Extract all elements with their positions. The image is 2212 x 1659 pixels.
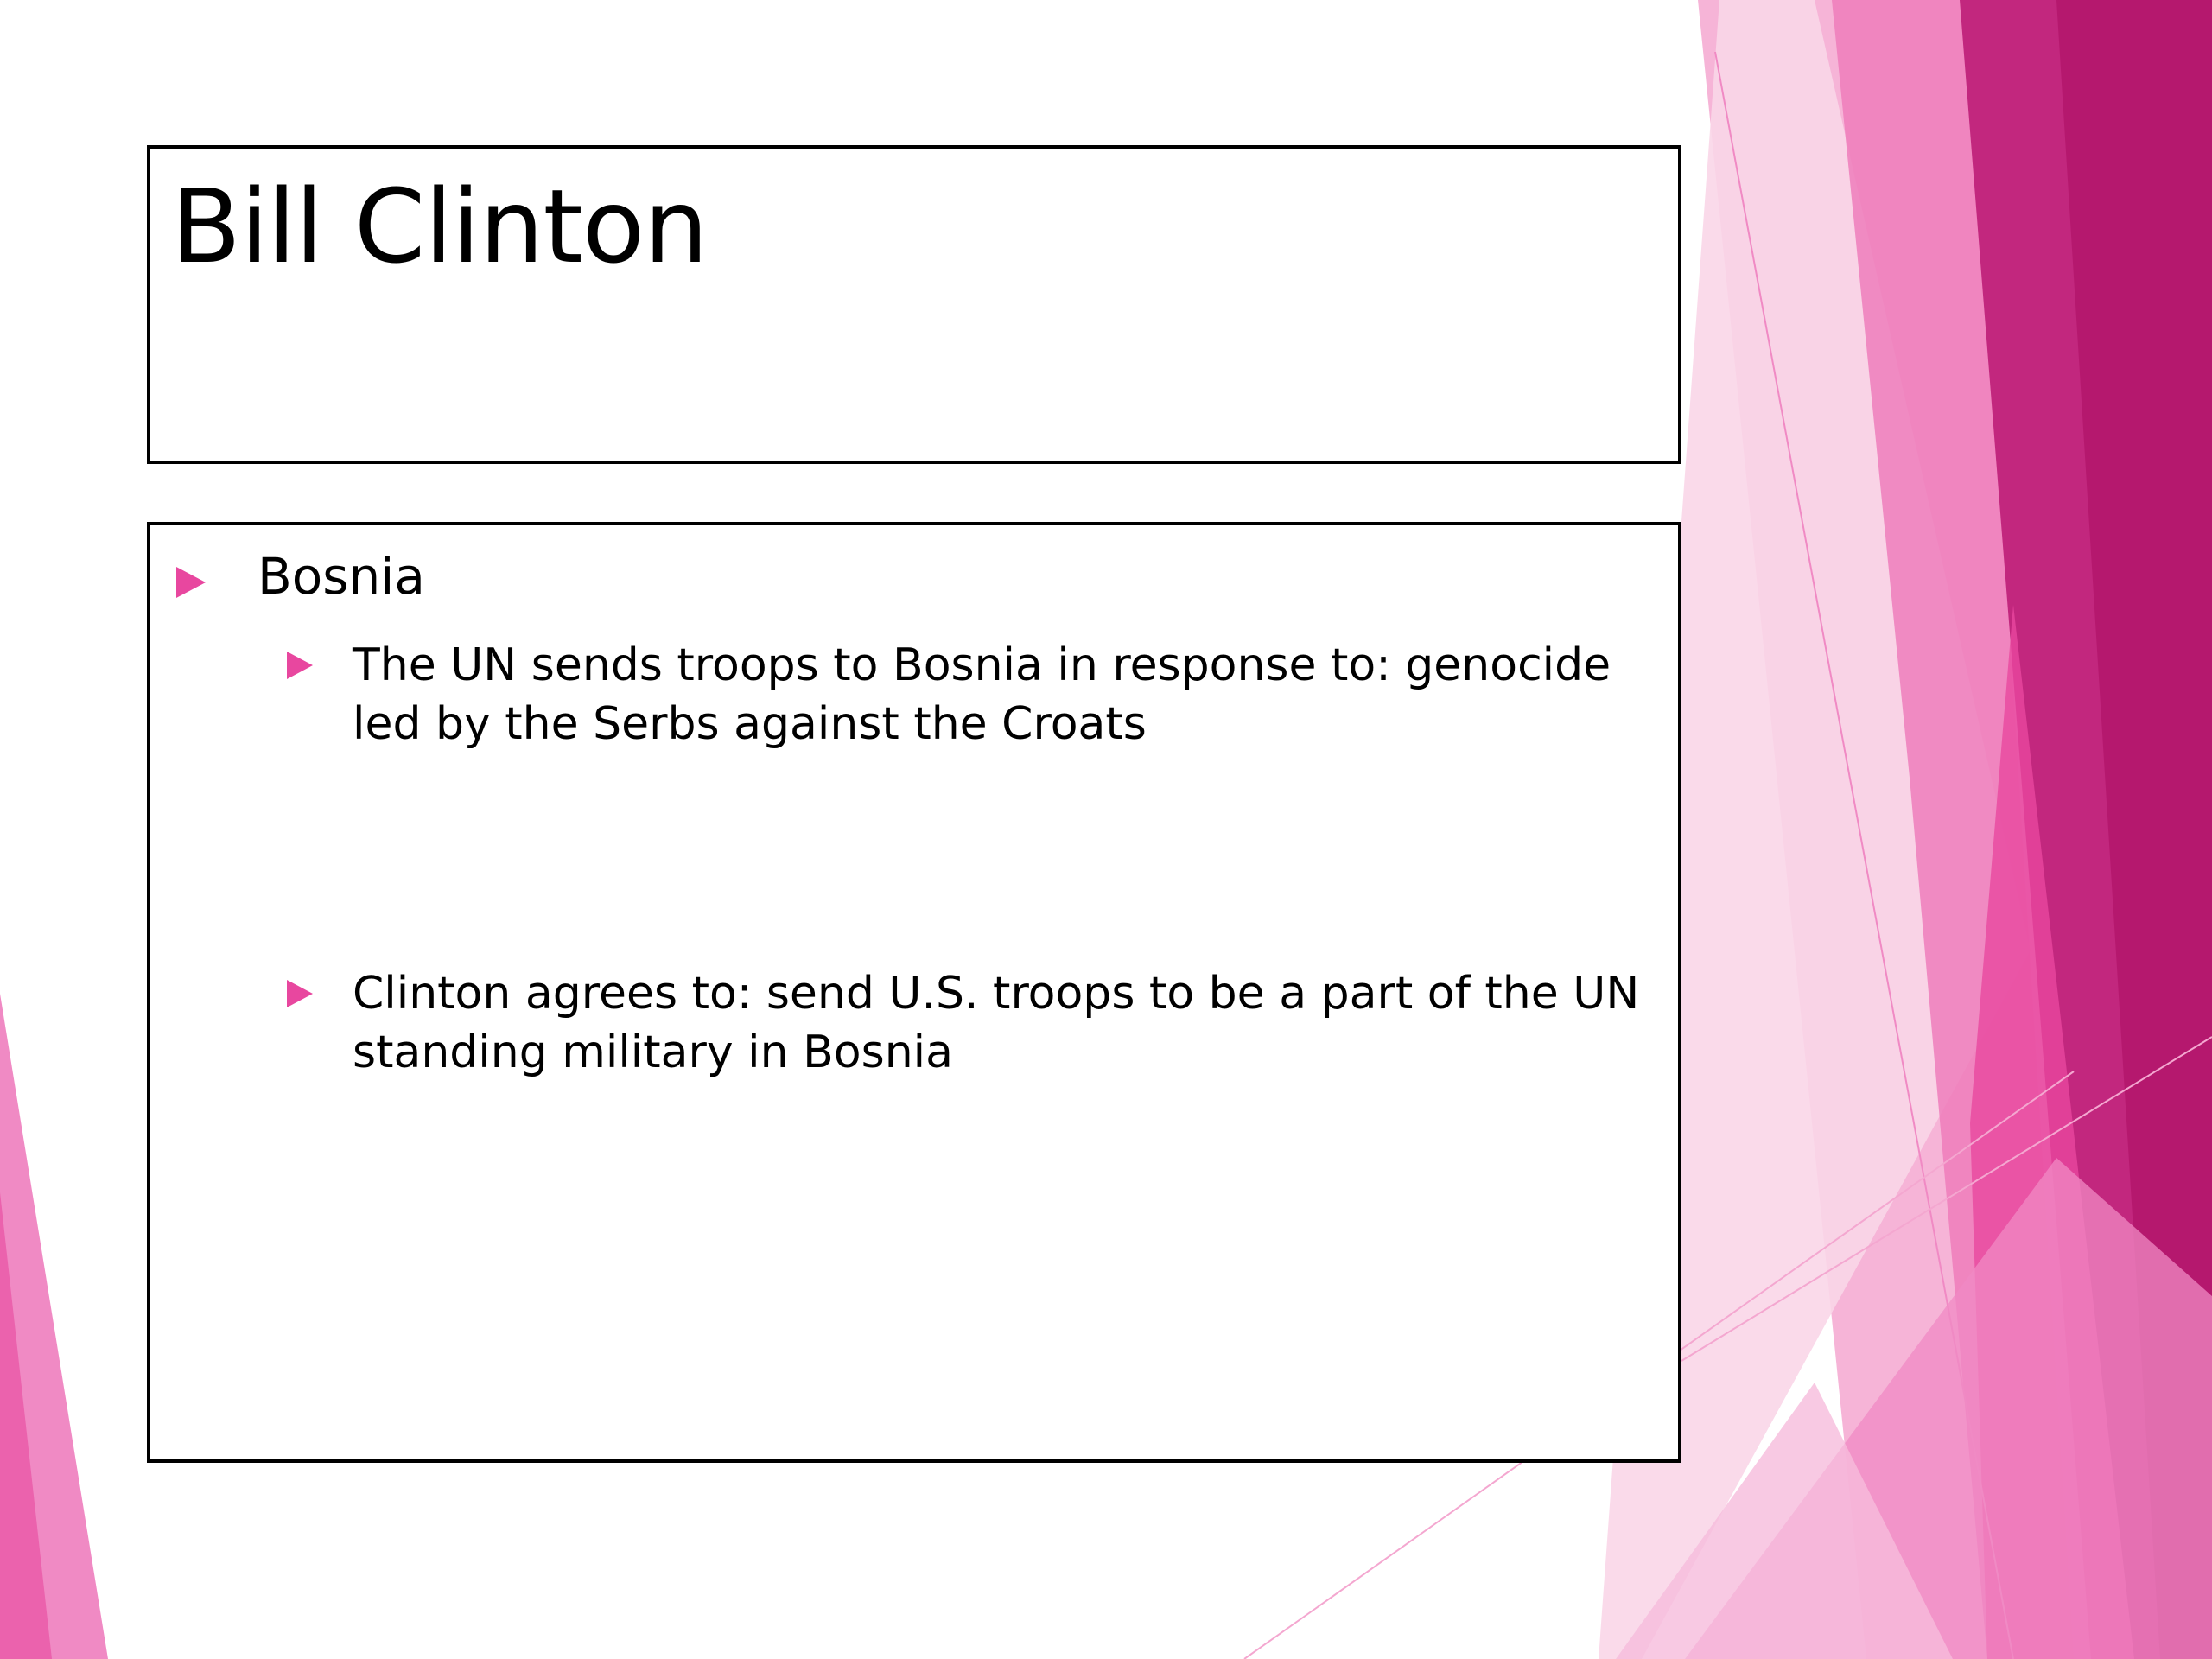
sub-bullet-un-troops [287,636,1661,753]
triangle-right-icon [287,652,313,679]
triangle-right-icon [287,980,313,1007]
triangle-right-icon [176,567,206,598]
sub-bullet-text: Clinton agrees to: send U.S. troops to be a part of the UN standing military in Bosnia [353,968,1640,1078]
content-placeholder[interactable] [147,522,1681,1463]
bullet-bosnia [176,544,425,609]
sub-bullet-text: The UN sends troops to Bosnia in response to: genocide led by the Serbs against the Croats [353,639,1611,750]
title-placeholder[interactable] [147,145,1681,464]
sub-bullet-clinton-agrees [287,964,1661,1082]
slide-title: Bill Clinton [171,167,708,286]
bullet-text: Bosnia [257,547,425,606]
